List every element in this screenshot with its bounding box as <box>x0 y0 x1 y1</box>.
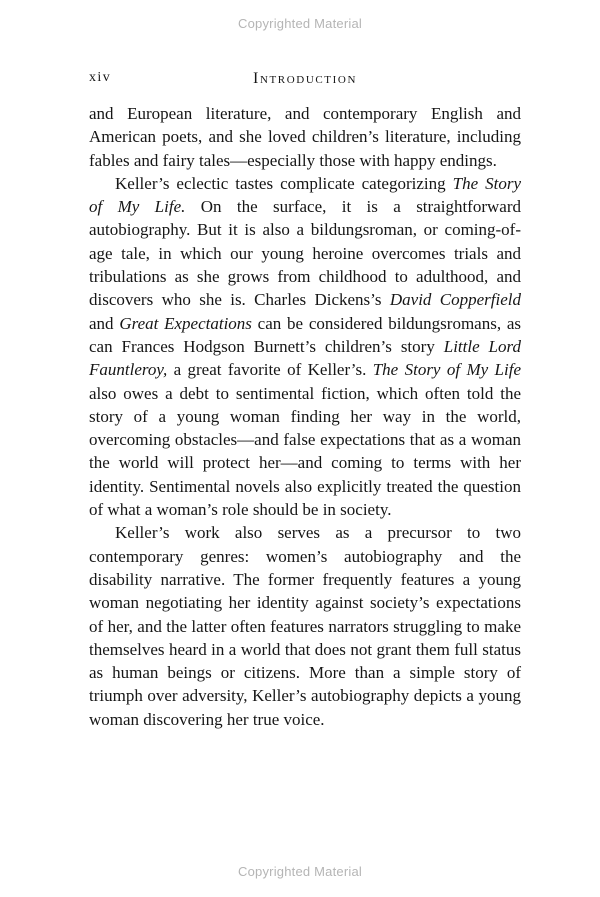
italic-title: The Story of My Life <box>372 360 521 380</box>
text-run: also owes a debt to sentimental fiction, which often told the story of a young woman finding her way in the world, overcoming obstacles—and false expectations that as a woman the world will protect her—and coming to terms with her identity. Sentimental novels also explicitly treated the question of what a woman’s role should be in society. <box>89 383 521 520</box>
paragraph <box>89 521 521 731</box>
body-text <box>89 102 521 731</box>
italic-title: David Copperfield <box>389 290 521 310</box>
watermark-bottom: Copyrighted Material <box>238 864 362 879</box>
italic-title: Little Lord Fauntleroy, <box>89 336 522 380</box>
text-run: and European literature, and contemporary English and American poets, and she loved children’s literature, including fables and fairy tales—especially those with happy endings. <box>89 104 521 170</box>
paragraph <box>89 172 521 521</box>
text-run: Keller’s eclectic tastes complicate categorizing <box>115 173 453 193</box>
watermark-top: Copyrighted Material <box>238 16 362 31</box>
text-run: can be considered bildungsromans, as can Frances Hodgson Burnett’s children’s story <box>89 313 522 356</box>
text-run: Keller’s work also serves as a precursor to two contemporary genres: women’s autobiography and the disability narrative. The former frequently features a young woman negotiating her identity against society’s expectations of her, and the latter often features narrators struggling to make themselves heard in a world that does not grant them full status as human beings or citizens. More than a simple story of triumph over adversity, Keller’s autobiography depicts a young woman discovering her true voice. <box>89 523 521 729</box>
text-run: and <box>89 313 120 333</box>
paragraph <box>89 102 521 172</box>
italic-title: Great Expectations <box>119 313 252 333</box>
section-title: Introduction <box>253 70 357 87</box>
italic-title: The Story of My Life. <box>89 173 521 217</box>
page-number: xiv <box>89 70 112 85</box>
text-run: a great favorite of Keller’s. <box>167 360 373 380</box>
running-head <box>89 70 521 92</box>
text-run: On the surface, it is a straightforward autobiography. But it is also a bildungsroman, or coming-of-age tale, in which our young heroine overcomes trials and tribulations as she grows from childhood to adulthood, and discovers who she is. Charles Dickens’s <box>89 197 521 310</box>
